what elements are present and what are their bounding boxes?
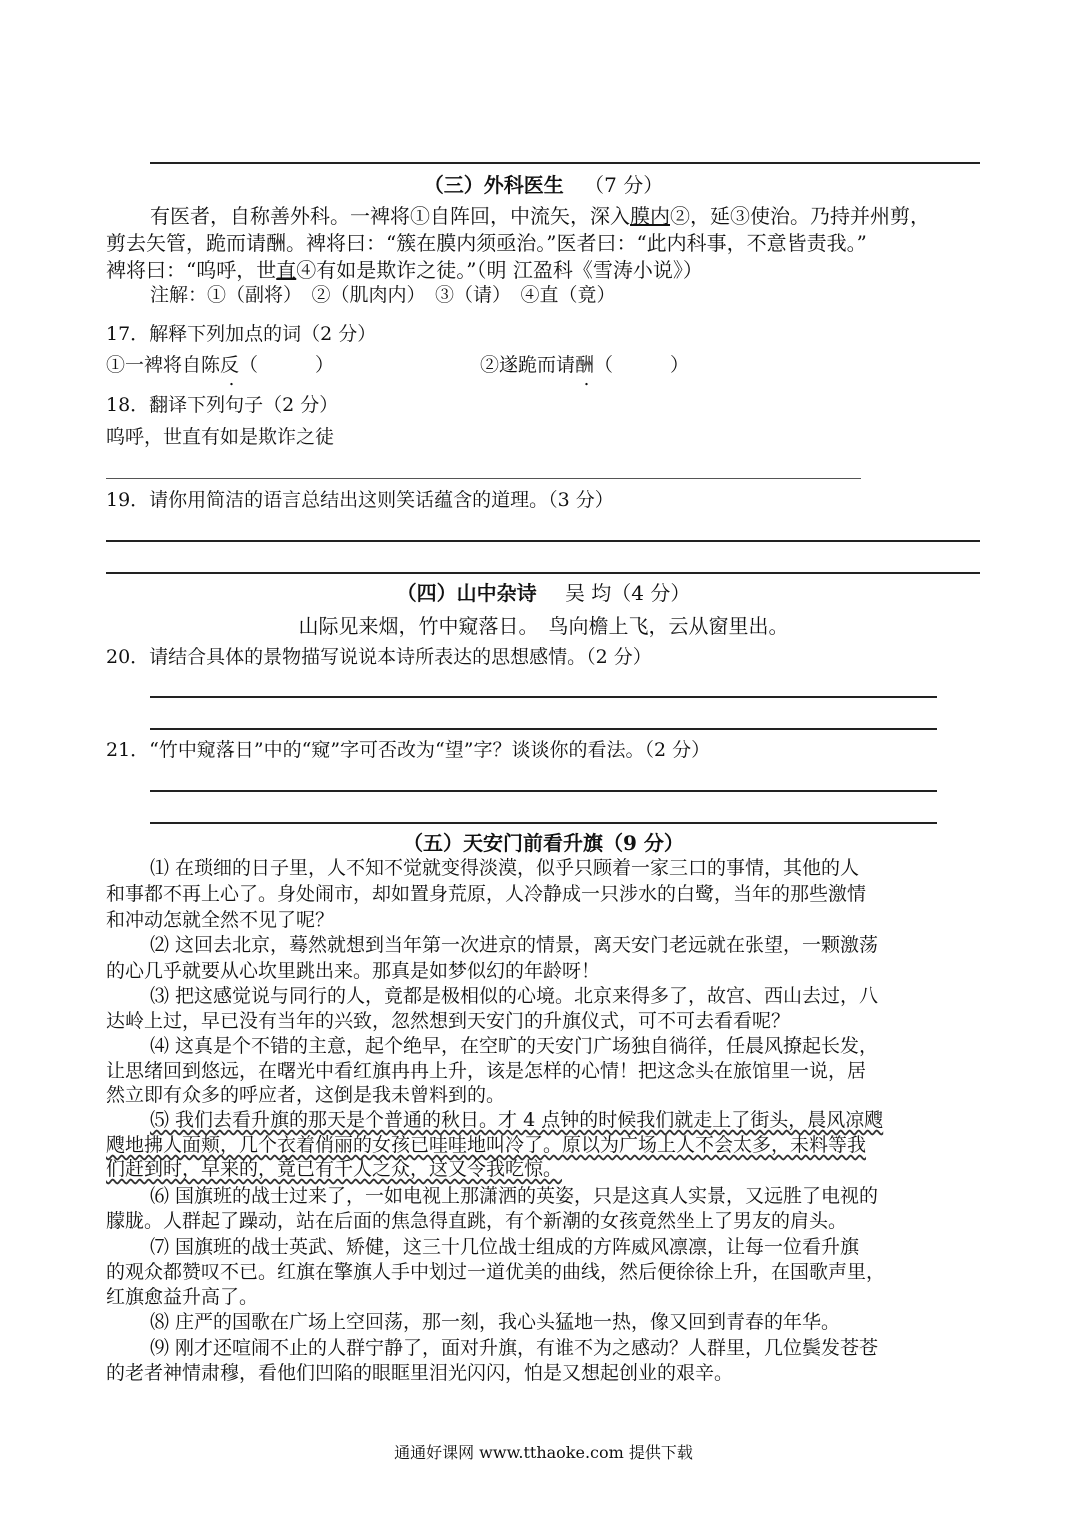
article-line: ⑸ 我们去看升旗的那天是个普通的秋日。才 4 点钟的时候我们就走上了街头，晨风凉飕 [150, 1109, 884, 1131]
section-divider [150, 162, 980, 164]
passage-line: 有医者，自称善外科。一裨将①自阵回，中流矢，深入膜内②，延③使治。乃持并州剪， [150, 204, 930, 228]
article-line: 然立即有众多的呼应者，这倒是我未曾料到的。 [106, 1084, 506, 1106]
article-line: 们赶到时，早来的，竟已有千人之众，这又令我吃惊。 [106, 1158, 563, 1180]
article-line: 达岭上过，早已没有当年的兴致，忽然想到天安门的升旗仪式，可不可去看看呢？ [106, 1010, 791, 1032]
section-3-score: （7 分） [584, 173, 664, 197]
article-line: ⑻ 庄严的国歌在广场上空回荡，那一刻，我心头猛地一热，像又回到青春的年华。 [150, 1311, 841, 1333]
question-18-sentence: 呜呼，世直有如是欺诈之徒 [106, 426, 335, 448]
answer-line [106, 572, 980, 574]
answer-line [150, 790, 937, 792]
annotation-note: 注解：①（副将） ②（肌肉内） ③（请） ④直（竟） [150, 284, 616, 306]
answer-line [150, 696, 937, 698]
article-line: 和冲动怎就全然不见了呢？ [106, 909, 335, 931]
question-18: 18．翻译下列句子（2 分） [106, 394, 339, 416]
question-17-item-2: ②遂跪而请酬（ ） [480, 354, 690, 376]
passage-line: 剪去矢管，跪而请酬。裨将曰：“簇在膜内须亟治。”医者曰：“此内科事，不意皆责我。” [106, 231, 867, 255]
article-line: 飕地拂人面颊，几个衣着俏丽的女孩已哇哇地叫冷了。原以为广场上人不会太多，未料等我 [106, 1134, 867, 1156]
article-line: 红旗愈益升高了。 [106, 1286, 259, 1308]
article-line: ⑷ 这真是个不错的主意，起个绝早，在空旷的天安门广场独自徜徉，任晨风撩起长发， [150, 1035, 879, 1057]
section-3-heading [0, 172, 1087, 198]
article-line: ⑵ 这回去北京，蓦然就想到当年第一次进京的情景，离天安门老远就在张望，一颗激荡 [150, 934, 879, 956]
section-4-author: 吴 均（4 分） [564, 581, 691, 605]
answer-line [106, 478, 861, 479]
page-footer: 通通好课网 www.tthaoke.com 提供下载 [394, 1443, 693, 1462]
question-17-item-1: ①一裨将自陈反（ ） [106, 354, 335, 376]
article-line: 的老者神情肃穆，看他们凹陷的眼眶里泪光闪闪，怕是又想起创业的艰辛。 [106, 1362, 734, 1384]
article-line: ⑹ 国旗班的战士过来了，一如电视上那潇洒的英姿，只是这真人实景，又远胜了电视的 [150, 1185, 879, 1207]
question-19: 19．请你用简洁的语言总结出这则笑话蕴含的道理。（3 分） [106, 489, 614, 511]
article-line: 的观众都赞叹不已。红旗在擎旗人手中划过一道优美的曲线，然后便徐徐上升，在国歌声里， [106, 1261, 886, 1283]
article-line: 朦胧。人群起了躁动，站在后面的焦急得直跳，有个新潮的女孩竟然坐上了男友的肩头。 [106, 1210, 848, 1232]
question-21: 21．“竹中窥落日”中的“窥”字可否改为“望”字？谈谈你的看法。（2 分） [106, 739, 711, 761]
poem-text: 山际见来烟，竹中窥落日。 鸟向檐上飞，云从窗里出。 [298, 614, 789, 638]
article-line: ⑼ 刚才还喧闹不止的人群宁静了，面对升旗，有谁不为之感动？人群里，几位鬓发苍苍 [150, 1337, 879, 1359]
article-line: 让思绪回到悠远，在曙光中看红旗冉冉上升，该是怎样的心情！把这念头在旅馆里一说，居 [106, 1060, 867, 1082]
article-line: ⑴ 在琐细的日子里，人不知不觉就变得淡漠，似乎只顾着一家三口的事情，其他的人 [150, 857, 860, 879]
section-3-title: （三）外科医生 [423, 173, 564, 197]
passage-line: 裨将曰：“呜呼，世直④有如是欺诈之徒。”（明 江盈科《雪涛小说》） [106, 258, 703, 282]
section-4-heading [0, 580, 1087, 606]
section-4-title: （四）山中杂诗 [396, 581, 537, 605]
question-17: 17．解释下列加点的词（2 分） [106, 323, 377, 345]
article-line: ⑺ 国旗班的战士英武、矫健，这三十几位战士组成的方阵威风凛凛，让每一位看升旗 [150, 1236, 860, 1258]
answer-line [106, 540, 980, 542]
article-line: 的心几乎就要从心坎里跳出来。那真是如梦似幻的年龄呀！ [106, 960, 601, 982]
section-5-title: （五）天安门前看升旗（9 分） [403, 831, 684, 855]
answer-line [150, 822, 937, 824]
question-20: 20．请结合具体的景物描写说说本诗所表达的思想感情。（2 分） [106, 646, 652, 668]
article-line: ⑶ 把这感觉说与同行的人，竟都是极相似的心境。北京来得多了，故宫、西山去过，八 [150, 985, 879, 1007]
article-line: 和事都不再上心了。身处闹市，却如置身荒原，人冷静成一只涉水的白鹭，当年的那些激情 [106, 883, 867, 905]
answer-line [150, 728, 937, 730]
